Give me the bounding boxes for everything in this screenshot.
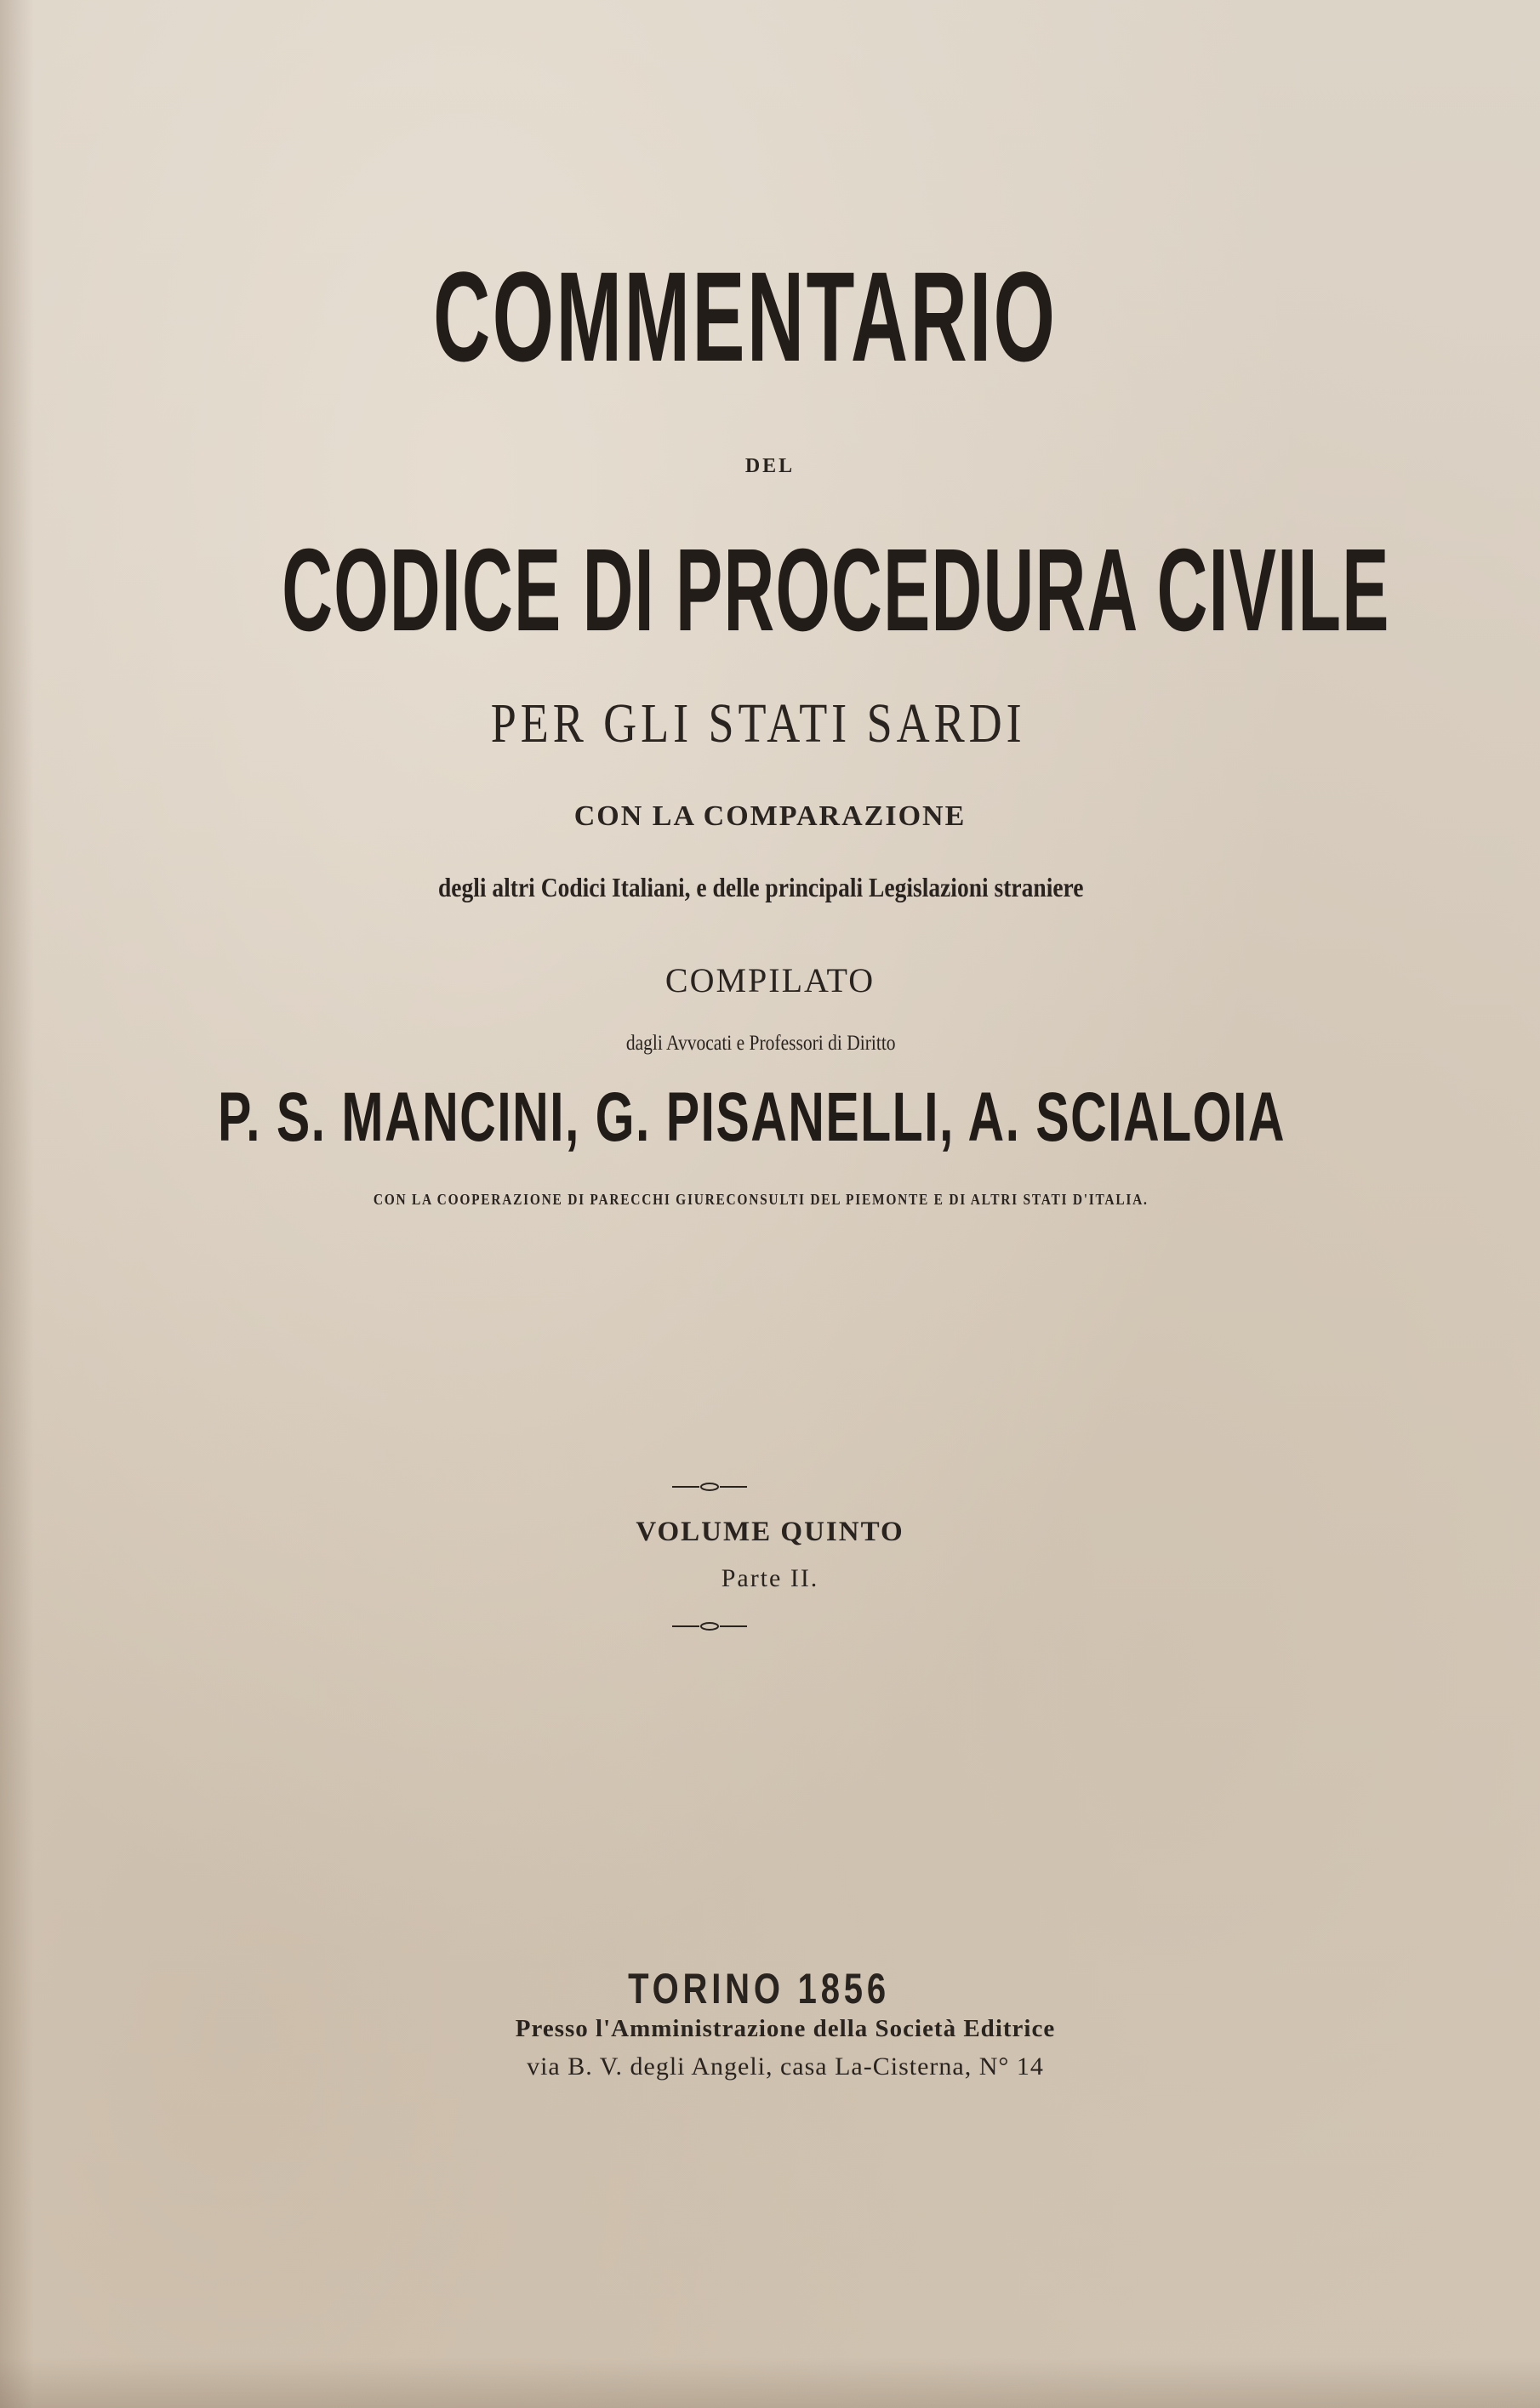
- volume-label: VOLUME QUINTO: [636, 1517, 904, 1547]
- address-line: via B. V. degli Angeli, casa La-Cisterna, N° 14: [527, 2052, 1044, 2081]
- place-and-year: TORINO 1856: [628, 1965, 890, 2012]
- authors: P. S. MANCINI, G. PISANELLI, A. SCIALOIA: [217, 1079, 1286, 1156]
- page-bottom-shadow: [0, 2357, 1540, 2408]
- publisher-line: Presso l'Amministrazione della Società Editrice: [515, 2015, 1056, 2042]
- part-label: Parte II.: [721, 1564, 819, 1592]
- compilers-description: dagli Avvocati e Professori di Diritto: [625, 1032, 896, 1055]
- ornament-divider-bottom: [670, 1621, 749, 1631]
- title-connector: DEL: [744, 455, 796, 477]
- ornament-divider-top: [670, 1482, 749, 1492]
- compiled-label: COMPILATO: [664, 961, 876, 999]
- comparison-detail: degli altri Codici Italiani, e delle principali Legislazioni straniere: [437, 872, 1084, 902]
- cooperation-note: CON LA COOPERAZIONE DI PARECCHI GIURECONSULTI DEL PIEMONTE E DI ALTRI STATI D'ITALIA.: [373, 1191, 1149, 1208]
- subtitle: PER GLI STATI SARDI: [490, 692, 1026, 754]
- comparison-heading: CON LA COMPARAZIONE: [573, 800, 967, 832]
- page-edge-shadow: [0, 0, 34, 2408]
- code-title: CODICE DI PROCEDURA CIVILE: [282, 525, 1390, 656]
- main-title: COMMENTARIO: [433, 245, 1058, 388]
